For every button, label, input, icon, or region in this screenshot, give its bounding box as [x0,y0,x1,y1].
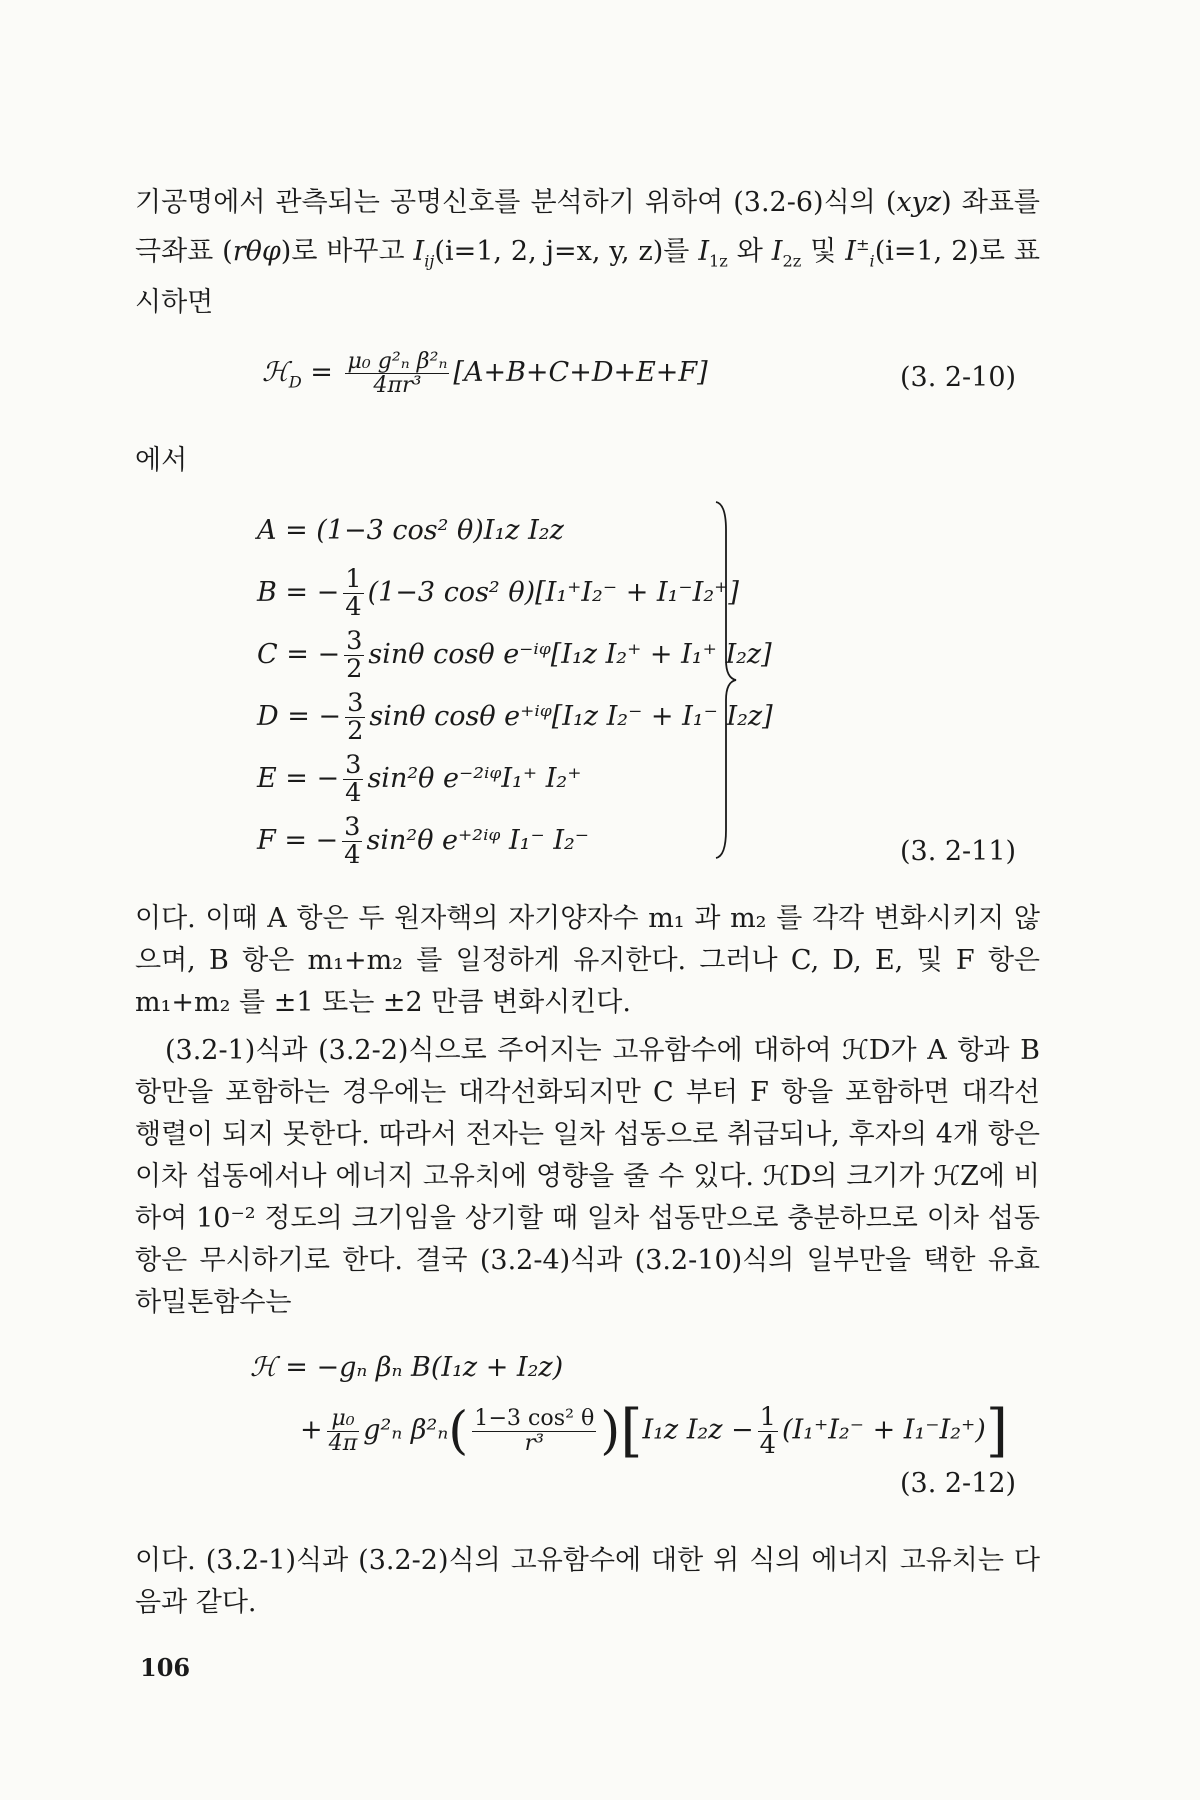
angular-fraction [472,1407,596,1454]
i1z-symbol: I [698,236,709,267]
term-sum: [A+B+C+D+E+F] [453,357,708,389]
intro-text-3: )로 바꾸고 [280,236,414,267]
term-b-numerator: 1 [345,564,362,595]
term-d-rhs: sinθ cosθ e⁺ⁱᵠ[I₁z I₂⁻ + I₁⁻ I₂z] [369,701,773,732]
equation-3-2-11 [257,500,773,872]
term-e-numerator: 3 [345,750,362,781]
plus-sign: + [300,1414,323,1446]
term-f-line [257,810,773,872]
right-brace [712,500,738,860]
mu-numerator: μ₀ [331,1405,355,1432]
ipm-subscript: i [869,251,875,271]
term-f-lhs: F = − [257,825,339,856]
paragraph-eigenvalues [135,1540,1040,1624]
left-paren: ( [448,1401,469,1461]
bracket-first-term: I₁z I₂z − [642,1414,754,1446]
term-b-line [257,562,773,624]
term-b-denominator: 4 [345,592,362,622]
term-c-fraction [344,628,364,683]
prefactor-fraction [345,350,449,397]
quarter-fraction [758,1401,778,1460]
paragraph-perturbation [135,1030,1040,1324]
equation-3-2-10 [262,350,708,397]
term-f-numerator: 3 [344,812,361,843]
equation-number-3-2-10: (3. 2-10) [900,362,1017,393]
term-c-line [257,624,773,686]
quarter-denominator: 4 [759,1429,776,1460]
left-bracket: [ [620,1398,643,1464]
page-number: 106 [140,1653,191,1682]
eseo-text: 에서 [135,445,188,476]
intro-paragraph [135,182,1040,324]
intro-tail: (i=1, 2)로 표시하면 [135,236,1041,319]
angular-numerator: 1−3 cos² θ [474,1405,595,1432]
term-d-lhs: D = − [257,701,342,732]
term-d-denominator: 2 [347,716,364,746]
iij-symbol: I [413,236,425,267]
term-d-line [257,686,773,748]
term-a: A = (1−3 cos² θ)I₁z I₂z [257,515,564,546]
equation-number-3-2-11: (3. 2-11) [900,836,1017,867]
right-paren: ) [600,1401,621,1461]
term-d-numerator: 3 [347,688,364,719]
term-f-rhs: sin²θ e⁺²ⁱᵠ I₁⁻ I₂⁻ [366,825,590,856]
term-c-numerator: 3 [346,626,363,657]
xyz-symbol: xyz [896,187,942,218]
intro-text-1: 기공명에서 관측되는 공명신호를 분석하기 위하여 (3.2-6)식의 ( [135,187,897,218]
term-c-rhs: sinθ cosθ e⁻ⁱᵠ[I₁z I₂⁺ + I₁⁺ I₂z] [368,639,772,670]
intro-condition: (i=1, 2, j=x, y, z)를 [434,236,699,267]
term-a-line [257,500,773,562]
paragraph-terms-text: 이다. 이때 A 항은 두 원자핵의 자기양자수 m₁ 과 m₂ 를 각각 변화시키지 않으며, B 항은 m₁+m₂ 를 일정하게 유지한다. 그러나 C, D, E, 및 F 항은 m₁+m₂ 를 ±1 또는 ±2 만큼 변화시킨다. [135,903,1040,1018]
polar-symbol: rθφ [232,236,281,267]
equals-sign: = [301,357,342,389]
ipm-symbol: I [845,236,856,267]
i2z-symbol: I [771,236,783,267]
intro-text-2: ) 좌표를 극좌표 ( [135,187,1040,267]
hamiltonian-symbol: ℋ [262,357,289,389]
i2z-subscript: 2z [782,251,802,271]
mu-fraction [327,1407,360,1454]
ipm-superscript: ± [855,235,870,254]
g-beta-factor: g²ₙ β²ₙ [363,1414,449,1446]
quarter-numerator: 1 [759,1401,776,1432]
paragraph-perturbation-text: (3.2-1)식과 (3.2-2)식으로 주어지는 고유함수에 대하여 ℋD가 A 항과 B 항만을 포함하는 경우에는 대각선화되지만 C 부터 F 항을 포함하면 대각선 행렬이 되지 못한다. 따라서 전자는 일차 섭동으로 취급되나, 후자의 4개 항은 이차 섭동에서나 에너지 고유치에 영향을 줄 수 있다. ℋD의 크기가 ℋZ에 비하여 10⁻² 정도의 크기임을 상기할 때 일차 섭동만으로 충분하므로 이차 섭동항은 무시하기로 한다. 결국 (3.2-4)식과 (3.2-10)식의 일부만을 택한 유효 하밀톤함수는 [135,1035,1040,1318]
term-f-fraction [342,814,362,869]
right-bracket: ] [985,1398,1008,1464]
equation-number-3-2-12: (3. 2-12) [900,1468,1017,1499]
term-c-lhs: C = − [257,639,341,670]
paragraph-terms [135,898,1040,1024]
term-f-denominator: 4 [344,840,361,870]
equation-3-2-12-line-1 [250,1352,563,1383]
equation-3-2-12-line-2 [300,1398,1008,1464]
prefactor-denominator: 4πr³ [373,372,422,399]
intro-conj-mit: 및 [801,236,846,267]
paragraph-eigenvalues-text: 이다. (3.2-1)식과 (3.2-2)식의 고유함수에 대한 위 식의 에너지 고유치는 다음과 같다. [135,1545,1040,1618]
term-e-line [257,748,773,810]
term-b-fraction [343,566,363,621]
term-e-lhs: E = − [257,763,340,794]
effective-hamiltonian-line-1: ℋ = −gₙ βₙ B(I₁z + I₂z) [250,1352,564,1383]
intro-conj-wa: 와 [727,236,772,267]
prefactor-numerator: μ₀ g²ₙ β²ₙ [347,348,448,374]
term-b-lhs: B = − [257,577,340,608]
mu-denominator: 4π [328,1429,358,1456]
hamiltonian-subscript: D [288,372,302,392]
iij-subscript: ij [424,251,435,271]
term-e-rhs: sin²θ e⁻²ⁱᵠI₁⁺ I₂⁺ [367,763,582,794]
term-e-fraction [343,752,363,807]
i1z-subscript: 1z [709,251,728,271]
term-b-rhs: (1−3 cos² θ)[I₁⁺I₂⁻ + I₁⁻I₂⁺] [367,577,739,608]
bracket-second-term: (I₁⁺I₂⁻ + I₁⁻I₂⁺) [781,1414,986,1446]
angular-denominator: r³ [524,1429,545,1456]
term-e-denominator: 4 [345,778,362,808]
term-d-fraction [345,690,365,745]
term-c-denominator: 2 [346,654,363,684]
